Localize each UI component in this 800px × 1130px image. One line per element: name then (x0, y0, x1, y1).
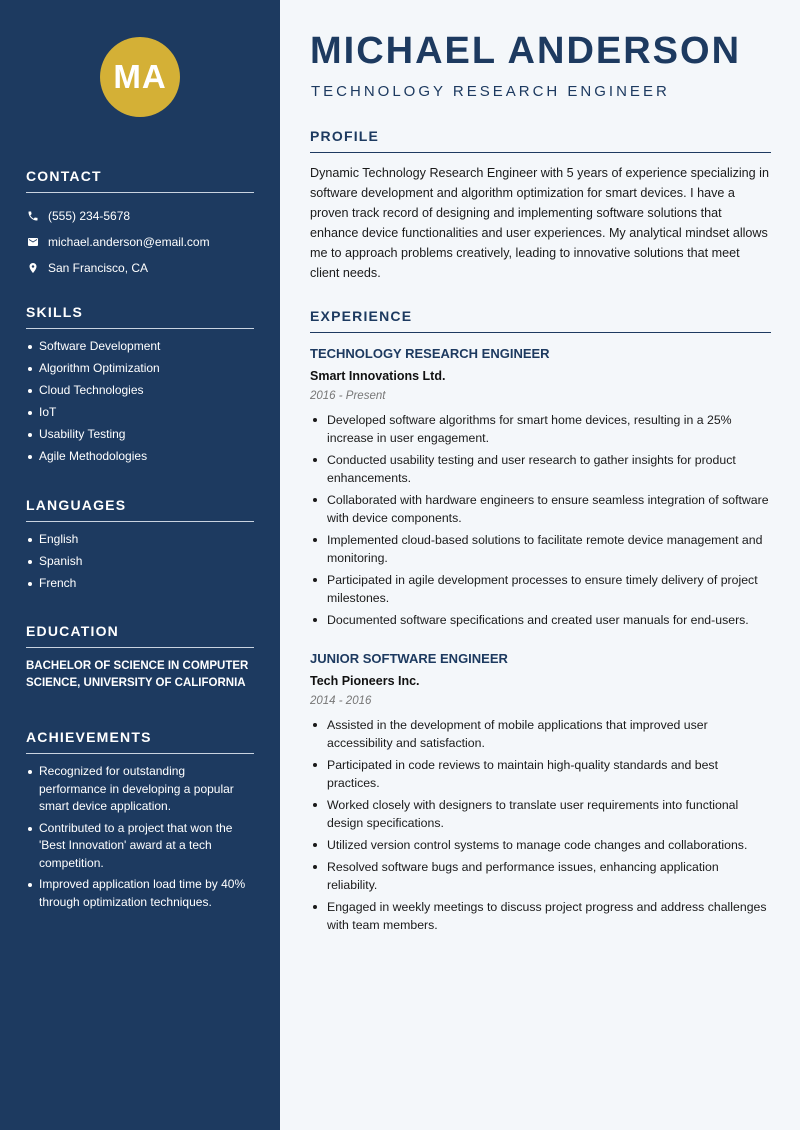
language-item: Spanish (26, 553, 254, 571)
languages-title: LANGUAGES (26, 497, 254, 522)
contact-phone (26, 203, 254, 229)
job-bullet: Utilized version control systems to manage code changes and collaborations. (310, 836, 771, 854)
achievement-item: Improved application load time by 40% through optimization techniques. (26, 876, 254, 911)
achievements-list (26, 763, 254, 911)
avatar: MA (100, 37, 180, 117)
contact-list (26, 203, 254, 281)
job-title: TECHNOLOGY RESEARCH ENGINEER (310, 346, 550, 361)
job-entry (310, 346, 771, 633)
education-section (26, 623, 254, 692)
phone-icon (26, 209, 40, 223)
achievement-item: Recognized for outstanding performance in developing a popular smart device application. (26, 763, 254, 816)
job-company: Smart Innovations Ltd. (310, 369, 446, 383)
contact-section (26, 168, 254, 281)
job-bullet: Participated in agile development processes to ensure timely delivery of project milestones. (310, 571, 771, 607)
job-title: JUNIOR SOFTWARE ENGINEER (310, 651, 508, 666)
candidate-role: TECHNOLOGY RESEARCH ENGINEER (311, 83, 670, 100)
language-item: English (26, 531, 254, 549)
location-pin-icon (26, 261, 40, 275)
job-bullets (310, 716, 771, 934)
skills-section (26, 304, 254, 471)
job-company: Tech Pioneers Inc. (310, 674, 420, 688)
phone-text[interactable]: (555) 234-5678 (48, 209, 131, 223)
candidate-name: MICHAEL ANDERSON (310, 30, 742, 72)
profile-section (310, 128, 771, 283)
skill-item: Usability Testing (26, 426, 254, 444)
languages-section (26, 497, 254, 597)
job-bullet: Implemented cloud-based solutions to facilitate remote device management and monitoring. (310, 531, 771, 567)
job-bullet: Resolved software bugs and performance issues, enhancing application reliability. (310, 858, 771, 894)
contact-location (26, 255, 254, 281)
achievements-section (26, 729, 254, 915)
job-bullet: Collaborated with hardware engineers to ensure seamless integration of software with device components. (310, 491, 771, 527)
profile-title: PROFILE (310, 128, 771, 153)
skill-item: Agile Methodologies (26, 448, 254, 466)
education-title: EDUCATION (26, 623, 254, 648)
job-bullet: Participated in code reviews to maintain high-quality standards and best practices. (310, 756, 771, 792)
job-dates: 2016 - Present (310, 390, 386, 402)
job-entry (310, 651, 771, 938)
experience-title: EXPERIENCE (310, 308, 771, 333)
contact-title: CONTACT (26, 168, 254, 193)
achievements-title: ACHIEVEMENTS (26, 729, 254, 754)
skill-item: Software Development (26, 338, 254, 356)
email-text[interactable]: michael.anderson@email.com (48, 235, 210, 249)
skill-item: Algorithm Optimization (26, 360, 254, 378)
language-item: French (26, 575, 254, 593)
job-bullet: Worked closely with designers to translate user requirements into functional design specifications. (310, 796, 771, 832)
mail-icon (26, 235, 40, 249)
location-text: San Francisco, CA (48, 261, 149, 275)
skills-list (26, 338, 254, 466)
skills-title: SKILLS (26, 304, 254, 329)
education-degree: BACHELOR OF SCIENCE IN COMPUTER SCIENCE, UNIVERSITY OF CALIFORNIA (26, 660, 249, 689)
job-bullets (310, 411, 771, 629)
contact-email (26, 229, 254, 255)
job-dates: 2014 - 2016 (310, 695, 372, 707)
job-bullet: Conducted usability testing and user research to gather insights for product enhancements. (310, 451, 771, 487)
experience-section (310, 308, 771, 333)
languages-list (26, 531, 254, 593)
job-bullet: Engaged in weekly meetings to discuss project progress and address challenges with team members. (310, 898, 771, 934)
skill-item: Cloud Technologies (26, 382, 254, 400)
skill-item: IoT (26, 404, 254, 422)
job-bullet: Developed software algorithms for smart home devices, resulting in a 25% increase in user engagement. (310, 411, 771, 447)
profile-text: Dynamic Technology Research Engineer with 5 years of experience specializing in software development and algorithm optimization for smart devices. I have a proven track record of designing and implementing software solutions that enhance device functionalities and user experiences. My analytical mindset allows me to approach problems creatively, leading to innovative solutions that meet client needs. (310, 166, 769, 280)
job-bullet: Assisted in the development of mobile applications that improved user accessibility and satisfaction. (310, 716, 771, 752)
achievement-item: Contributed to a project that won the 'Best Innovation' award at a tech competition. (26, 820, 254, 873)
job-bullet: Documented software specifications and created user manuals for end-users. (310, 611, 771, 629)
